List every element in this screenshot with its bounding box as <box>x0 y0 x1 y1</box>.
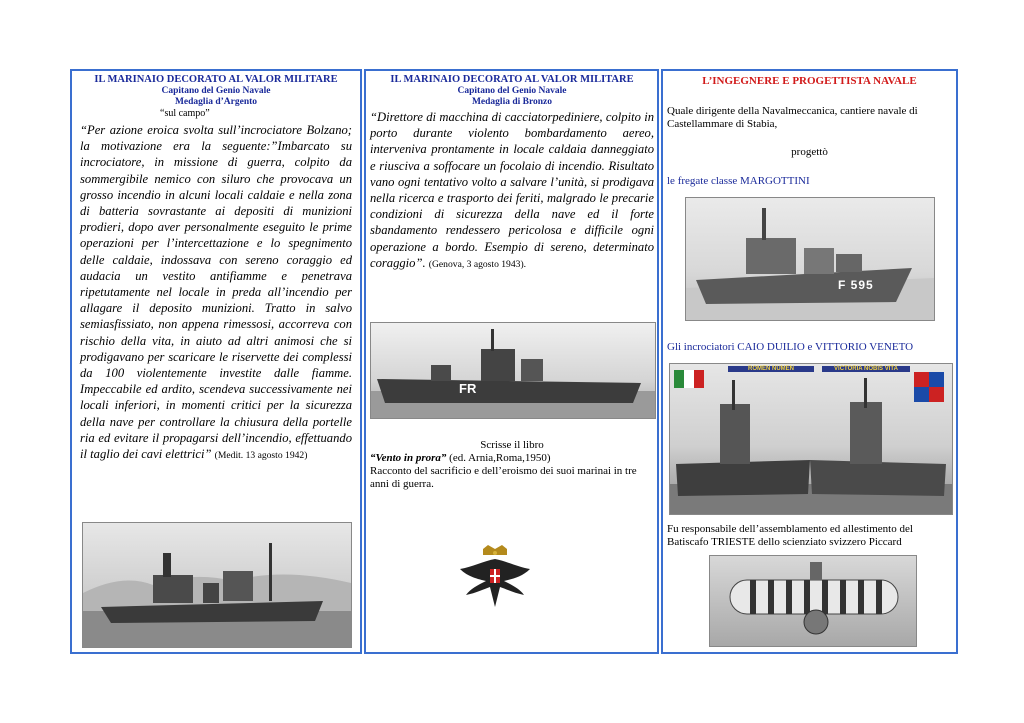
hull-marking: FR <box>459 381 477 396</box>
cruisers-photo <box>669 363 953 515</box>
medal-label: Medaglia di Bronzo <box>471 97 553 107</box>
book-description: Racconto del sacrificio e dell’eroismo dei suoi marinai in tre anni di guerra. <box>370 465 637 490</box>
citation-text: “Direttore di macchina di cacciatorpediniere, colpito in porto durante violento bombardamento aereo, interveniva prontamente in locale caldaia danneggiato e riusciva a soffocare un focolaio di incendio. Risultato vano ogni tentativo volto a salvare l’unità, si prodigava nella ricerca e trasporto dei feriti, malgrado le precarie condizioni di sicurezza della nave ed il forte sbandamento rendessero pericolosa e difficile ogni operazione a bordo. Esempio di sereno, determinato coraggio”. (Genova, 3 agosto 1943). <box>370 110 654 270</box>
frigate-photo <box>685 197 935 321</box>
citation-source: (Genova, 3 agosto 1943). <box>428 258 527 270</box>
frigate-hull-marking: F 595 <box>838 278 874 292</box>
eagle-crest-icon <box>458 545 532 615</box>
citation-text: “Per azione eroica svolta sull’incrociatore Bolzano; la motivazione era la seguente:”Imbarcato su incrociatore, in missione di guerra, colpito da sommergibile nemico con siluro che provocava un grosso incendio in alcuni locali caldaie e nella zona di batteria sovrastante ai depositi di munizioni prodieri, dopo aver personalmente eseguito le prime operazioni per l’intercettazione e lo spegnimento delle caldaie, indossava con sereno coraggio ed audacia un vestito antifiamme e penetrava ripetutamente nel locale in preda all’incendio per allagare il deposito munizioni. Tratto in salvo semiasfissiato, non appena rimessosi, accorreva con rischio della vita, in aiuto ad altri animosi che si prodigavano per scaricare le riservette dei complessi da 100 violentemente investite dalle fiamme. Impeccabile ed ardito, scendeva successivamente nei locali inferiori, in momenti critici per la sicurezza della nave per controllare la chiusura della portelle ria ed evitare il propagarsi dell’incendio, effettuando il taglio dei cavi elettrici” (Medit. 13 agosto 1942) <box>80 123 352 462</box>
rank-label: Capitano del Genio Navale <box>161 86 271 96</box>
panel-title: L’INGEGNERE E PROGETTISTA NAVALE <box>702 75 917 87</box>
panel-title: IL MARINAIO DECORATO AL VALOR MILITARE <box>390 74 634 85</box>
frigates-label: le fregate classe MARGOTTINI <box>667 175 810 187</box>
book-section <box>370 439 654 491</box>
medal-label: Medaglia d’Argento <box>174 97 258 107</box>
panel-naval-engineer <box>661 69 958 654</box>
cruiser-photo <box>82 522 352 648</box>
cruiser-image <box>83 523 351 647</box>
destroyer-photo <box>370 322 656 419</box>
cruisers-image <box>670 364 952 514</box>
book-title: “Vento in prora” <box>370 452 447 464</box>
rank-label: Capitano del Genio Navale <box>457 86 567 96</box>
banner-left: ROMEN NUMEN <box>728 366 814 372</box>
frigate-image <box>686 198 934 320</box>
destroyer-image <box>371 323 655 418</box>
bathyscaphe-image <box>710 556 916 646</box>
cruisers-label: Gli incrociatori CAIO DUILIO e VITTORIO VENETO <box>667 341 914 353</box>
bathyscaphe-text: Fu responsabile dell’assemblamento ed allestimento del Batiscafo TRIESTE dello scienziato svizzero Piccard <box>667 523 913 548</box>
book-intro: Scrisse il libro <box>480 439 544 451</box>
bathyscaphe-photo <box>709 555 917 647</box>
designed-label: progettò <box>791 146 828 158</box>
book-publisher: (ed. Arnia,Roma,1950) <box>449 452 551 464</box>
panel-silver-medal <box>70 69 362 654</box>
note-label: “sul campo” <box>160 108 210 119</box>
intro-text: Quale dirigente della Navalmeccanica, cantiere navale di Castellammare di Stabia, <box>667 105 918 130</box>
banner-right: VICTORIA NOBIS VITA <box>822 366 910 372</box>
book-line <box>370 452 654 465</box>
panel-bronze-medal <box>364 69 659 654</box>
citation-source: (Medit. 13 agosto 1942) <box>214 450 308 462</box>
panel-title: IL MARINAIO DECORATO AL VALOR MILITARE <box>94 74 338 85</box>
